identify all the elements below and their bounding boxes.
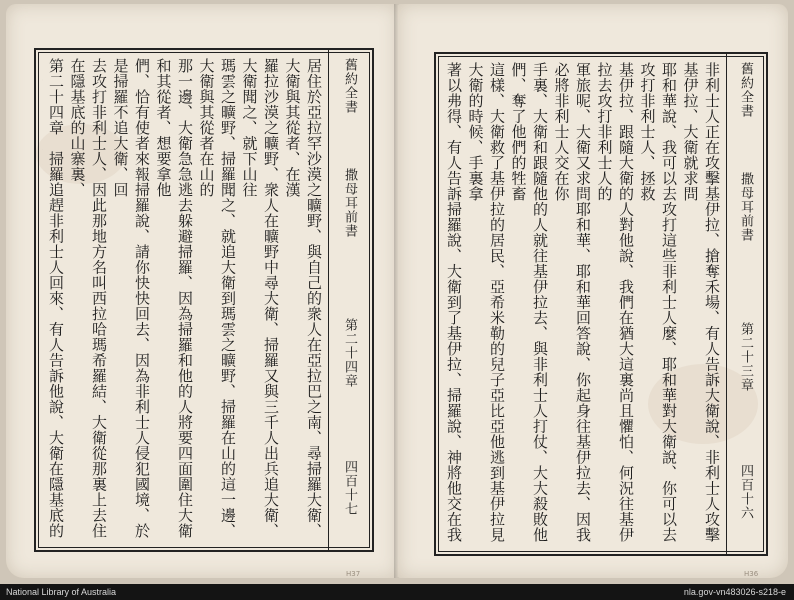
left-page-stamp: H37 [346, 570, 361, 578]
text-column: 羅拉沙漠之曠野、衆人在曠野中尋大衛、掃羅又與三千人出兵追大衛、大衛聞之、就下山往 [240, 58, 280, 539]
right-page [398, 4, 788, 578]
text-column: 非利士人正在攻擊基伊拉、搶奪禾場、有人告訴大衛說、非利士人攻擊基伊拉、大衛就求問 [681, 62, 721, 543]
footer-record-id: nla.gov-vn483026-s218-e [683, 587, 786, 597]
text-column: 耶和華說、我可以去攻打這些非利士人麼、耶和華對大衛說、你可以去攻打非利士人、拯救 [638, 62, 678, 543]
right-page-frame [434, 52, 768, 556]
left-book-title: 舊約全書 [342, 58, 357, 114]
left-folio-number: 四百十七 [342, 460, 357, 516]
header-rule [726, 54, 727, 554]
text-column: 這樣、大衛救了基伊拉的居民、亞希米勒的兒子亞比亞他逃到基伊拉見大衛的時候、手裏拿 [466, 62, 506, 543]
right-folio-number: 四百十六 [738, 464, 753, 520]
left-book-name: 撒母耳前書 [342, 168, 357, 238]
right-page-stamp: H36 [744, 570, 759, 578]
text-column: 第二十四章 掃羅追趕非利士人回來、有人告訴他說、大衛在隱基底的 [47, 58, 65, 539]
text-column: 那一邊、大衛急急逃去躲避掃羅、因為掃羅和他的人將要四面圍住大衛和其從者、想要拿他 [154, 58, 194, 539]
right-body-text [442, 62, 722, 546]
text-column: 手裏、大衛和跟隨他的人就往基伊拉去、與非利士人打仗、大大殺敗他們、奪了他們的牲畜 [509, 62, 549, 543]
text-column: 去攻打非利士人、因此那地方名叫西拉哈瑪希羅結、大衛從那裏上去住在隱基底的山寨裏、 [68, 58, 108, 539]
text-column: 基伊拉、跟隨大衛的人對他說、我們在猶大這裏尚且懼怕、何況往基伊拉去攻打非利士人的 [595, 62, 635, 543]
text-column: 著以弗得、有人告訴掃羅說、大衛到了基伊拉、掃羅說、神將他交在我 [445, 62, 463, 543]
footer-library-name: National Library of Australia [6, 587, 117, 597]
left-chapter-label: 第二十四章 [342, 318, 357, 388]
text-column: 瑪雲之曠野、掃羅聞之、就追大衛到瑪雲之曠野、掃羅在山的這一邊、大衛與其從者在山的 [197, 58, 237, 539]
left-page [6, 4, 398, 578]
text-column: 居住於亞拉罕沙漠之曠野、與自己的衆人在亞拉巴之南、尋掃羅大衛、大衛與其從者、在漢 [283, 58, 323, 539]
header-rule [328, 50, 329, 550]
text-column: 們、恰有使者來報掃羅說、請你快快回去、因為非利士人侵犯國境、於是掃羅不追大衛、回 [111, 58, 151, 539]
left-page-frame [34, 48, 374, 552]
left-body-text [42, 58, 324, 542]
footer-bar [0, 584, 794, 600]
right-book-title: 舊約全書 [738, 62, 753, 118]
right-chapter-label: 第二十三章 [738, 322, 753, 392]
text-column: 軍旅呢、大衛又求問耶和華、耶和華回答說、你起身往基伊拉去、因我必將非利士人交在你 [552, 62, 592, 543]
right-book-name: 撒母耳前書 [738, 172, 753, 242]
